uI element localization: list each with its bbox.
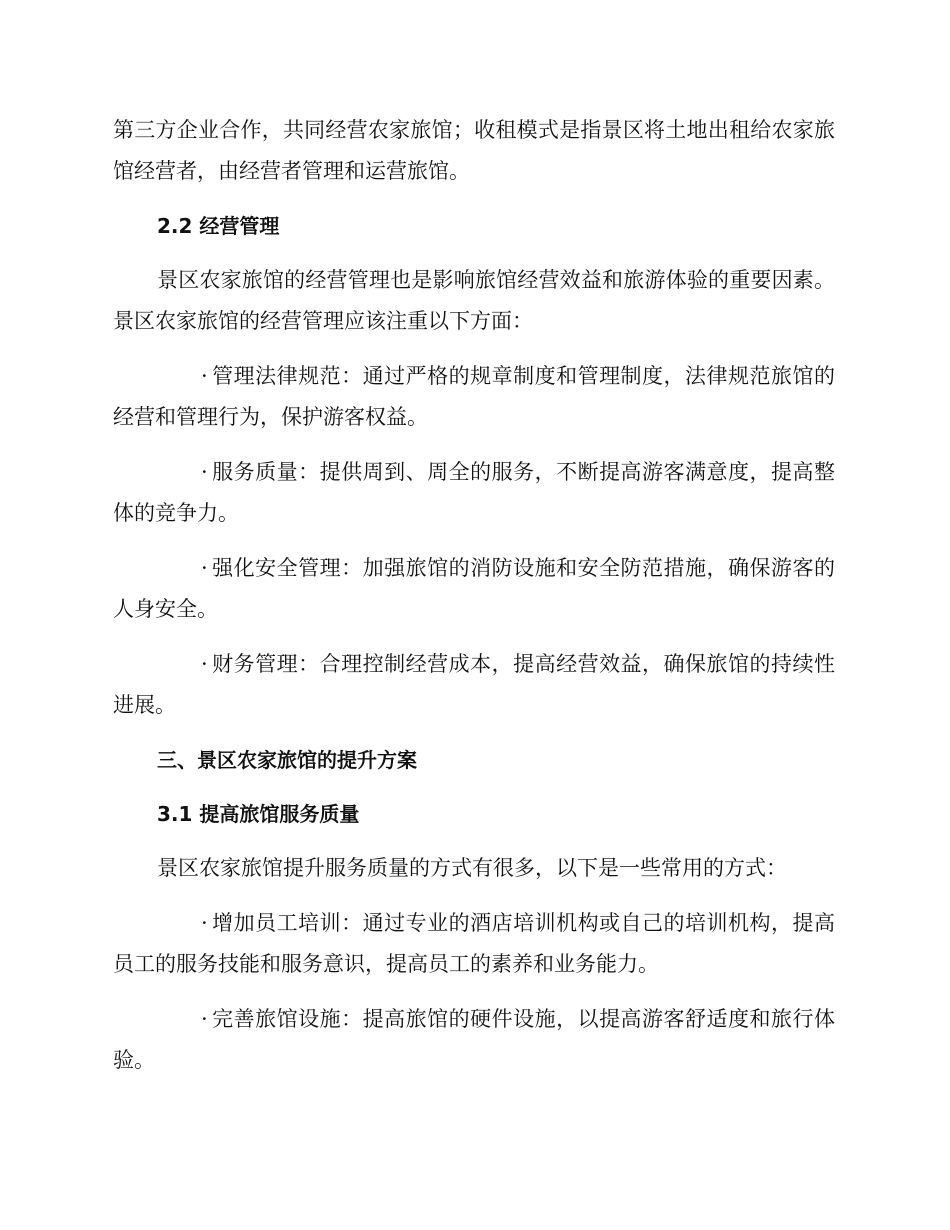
bullet-symbol: · <box>201 911 208 935</box>
section-2-2-paragraph: 景区农家旅馆的经营管理也是影响旅馆经营效益和旅游体验的重要因素。景区农家旅馆的经营管理应该注重以下方面： <box>113 268 835 333</box>
intro-paragraph: 第三方企业合作，共同经营农家旅馆；收租模式是指景区将土地出租给农家旅馆经营者，由经营者管理和运营旅馆。 <box>113 118 835 183</box>
section-heading-2-2: 2.2 经营管理 <box>157 214 280 238</box>
bullet-text: 增加员工培训：通过专业的酒店培训机构或自己的培训机构，提高员工的服务技能和服务意识，提高员工的素养和业务能力。 <box>113 911 835 976</box>
bullet-text: 强化安全管理：加强旅馆的消防设施和安全防范措施，确保游客的人身安全。 <box>113 556 835 621</box>
bullet-item <box>113 548 835 630</box>
bullet-item <box>113 999 835 1081</box>
bullet-item <box>113 452 835 534</box>
bullet-text: 完善旅馆设施：提高旅馆的硬件设施，以提高游客舒适度和旅行体验。 <box>113 1007 835 1072</box>
bullet-text: 服务质量：提供周到、周全的服务，不断提高游客满意度，提高整体的竞争力。 <box>113 460 835 525</box>
bullet-text: 财务管理：合理控制经营成本，提高经营效益，确保旅馆的持续性进展。 <box>113 652 835 717</box>
bullet-text: 管理法律规范：通过严格的规章制度和管理制度，法律规范旅馆的经营和管理行为，保护游客权益。 <box>113 364 835 429</box>
bullet-symbol: · <box>201 1007 208 1031</box>
bullet-item <box>113 356 835 438</box>
bullet-symbol: · <box>201 556 208 580</box>
section-heading-3: 三、景区农家旅馆的提升方案 <box>157 748 417 772</box>
bullet-symbol: · <box>201 364 208 388</box>
bullet-symbol: · <box>201 460 208 484</box>
document-body <box>113 110 835 1095</box>
section-3-1-paragraph: 景区农家旅馆提升服务质量的方式有很多，以下是一些常用的方式： <box>157 856 787 880</box>
bullet-symbol: · <box>201 652 208 676</box>
section-heading-3-1: 3.1 提高旅馆服务质量 <box>157 802 360 826</box>
bullet-item <box>113 644 835 726</box>
bullet-item <box>113 903 835 985</box>
